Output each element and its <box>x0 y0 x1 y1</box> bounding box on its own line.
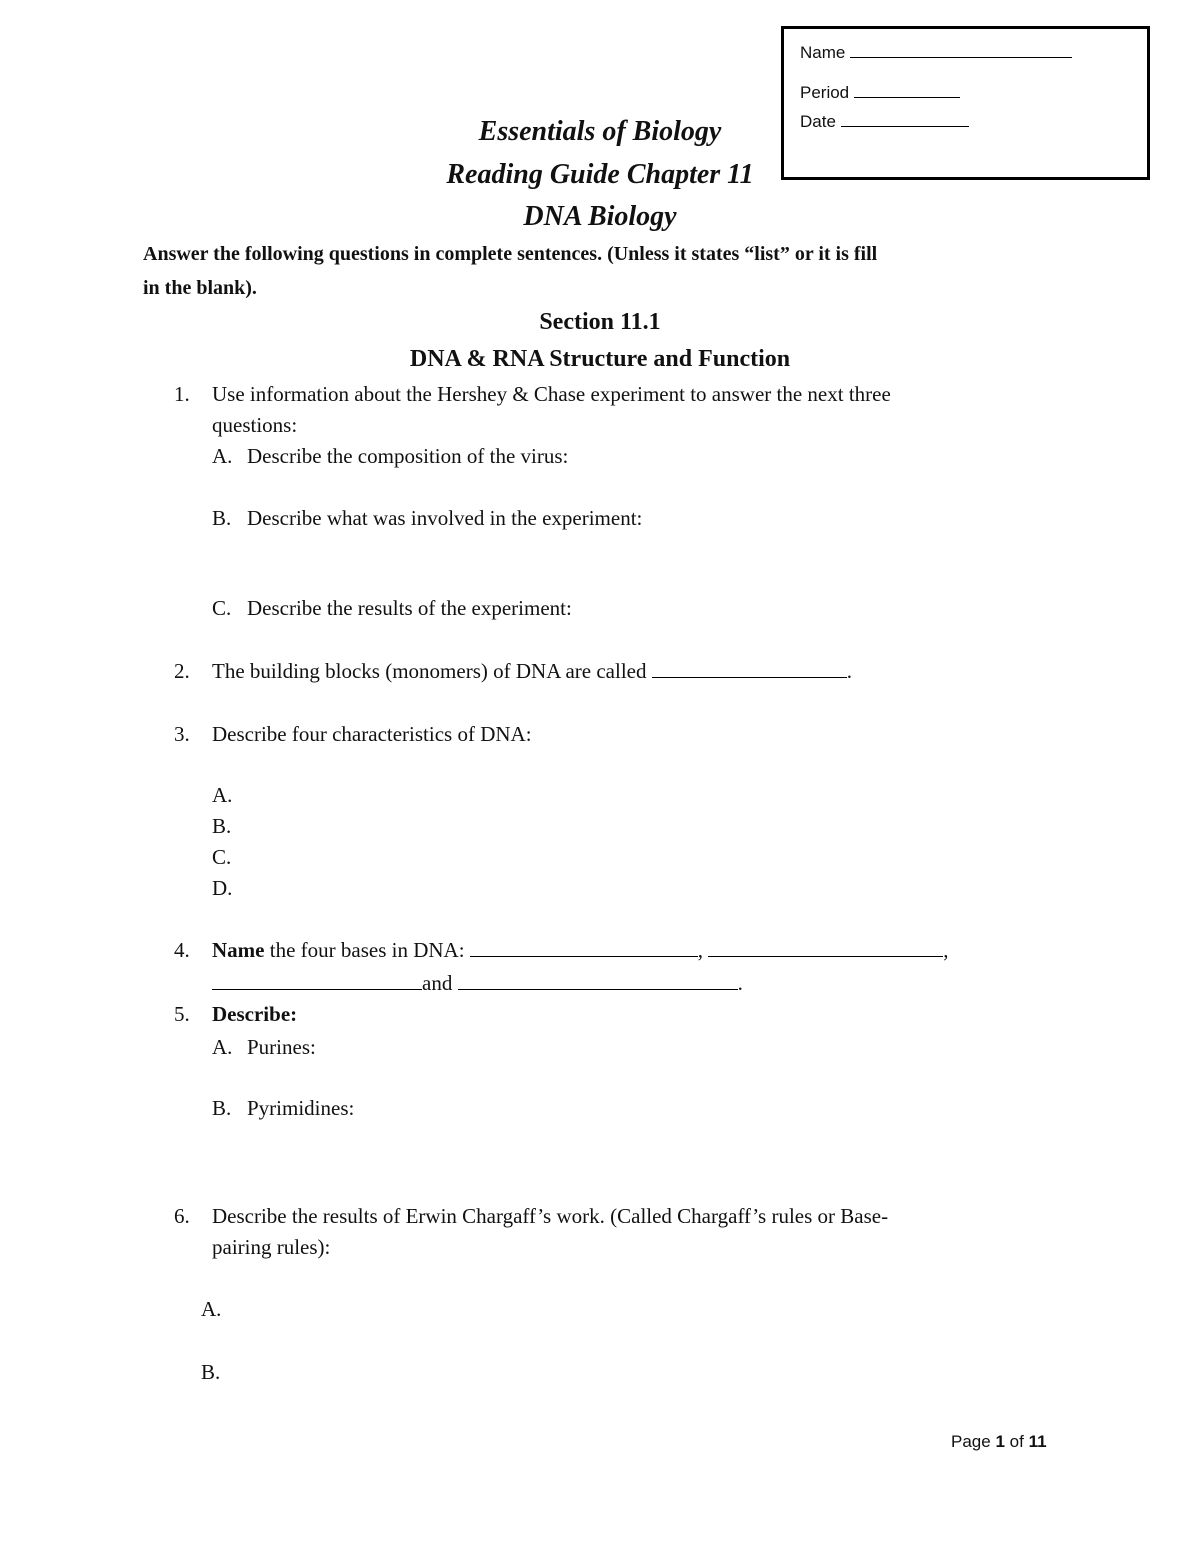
q2-line <box>212 659 852 684</box>
q4-line-2 <box>212 971 743 996</box>
q4-and: and <box>422 971 453 995</box>
period-blank[interactable] <box>854 79 960 98</box>
q2-answer-blank[interactable] <box>652 659 847 678</box>
instructions-line-2: in the blank). <box>143 277 257 299</box>
q1-text-line-1: Use information about the Hershey & Chase experiment to answer the next three <box>212 382 891 406</box>
page-word: Page <box>951 1432 991 1451</box>
q3-c-label: C. <box>212 845 232 869</box>
q1-a-label: A. <box>212 444 233 468</box>
name-label: Name <box>800 43 846 62</box>
q4-blank-2[interactable] <box>708 938 943 957</box>
name-field[interactable] <box>800 39 1072 63</box>
student-info-box <box>781 26 1150 180</box>
q6-text-line-1: Describe the results of Erwin Chargaff’s work. (Called Chargaff’s rules or Base- <box>212 1204 889 1228</box>
q6-a-label: A. <box>201 1297 222 1321</box>
title-line-3: DNA Biology <box>523 201 677 232</box>
q1-b-text: Describe what was involved in the experiment: <box>247 506 643 530</box>
q5-bold-keyword: Describe: <box>212 1002 298 1026</box>
q4-blank-4[interactable] <box>458 971 738 990</box>
period-label: Period <box>800 83 850 102</box>
q3-b-label: B. <box>212 814 232 838</box>
q4-line-1 <box>212 938 949 963</box>
q3-d-label: D. <box>212 876 233 900</box>
q4-blank-1[interactable] <box>470 938 698 957</box>
period-field[interactable] <box>800 79 960 103</box>
date-label: Date <box>800 112 836 131</box>
q3-text: Describe four characteristics of DNA: <box>212 722 532 746</box>
q1-b-label: B. <box>212 506 232 530</box>
name-blank[interactable] <box>850 39 1072 58</box>
q2-text: The building blocks (monomers) of DNA are called <box>212 659 647 683</box>
q4-text: the four bases in DNA: <box>264 938 470 962</box>
page-of: of <box>1009 1432 1024 1451</box>
q6-number: 6. <box>174 1204 190 1228</box>
instructions-line-1: Answer the following questions in complete sentences. (Unless it states “list” or it is fill <box>143 243 878 265</box>
page-current: 1 <box>995 1432 1005 1451</box>
q6-text-line-2: pairing rules): <box>212 1235 331 1259</box>
q4-period: . <box>737 971 743 995</box>
q4-bold-keyword: Name <box>212 938 265 962</box>
q6-b-label: B. <box>201 1360 221 1384</box>
q5-a-label: A. <box>212 1035 233 1059</box>
q4-comma-1: , <box>697 938 704 962</box>
section-number: Section 11.1 <box>539 309 661 335</box>
q1-c-label: C. <box>212 596 232 620</box>
q1-a-text: Describe the composition of the virus: <box>247 444 569 468</box>
q3-number: 3. <box>174 722 190 746</box>
q5-a-text: Purines: <box>247 1035 316 1059</box>
page-total: 11 <box>1028 1432 1047 1451</box>
page-number <box>951 1432 1047 1452</box>
q2-number: 2. <box>174 659 190 683</box>
title-line-1: Essentials of Biology <box>478 116 722 147</box>
title-line-2: Reading Guide Chapter 11 <box>446 159 754 190</box>
q1-text-line-2: questions: <box>212 413 298 437</box>
q5-b-text: Pyrimidines: <box>247 1096 355 1120</box>
q4-blank-3[interactable] <box>212 971 422 990</box>
section-title: DNA & RNA Structure and Function <box>409 346 791 372</box>
q4-number: 4. <box>174 938 190 962</box>
q2-period: . <box>846 659 852 683</box>
q1-c-text: Describe the results of the experiment: <box>247 596 572 620</box>
q5-b-label: B. <box>212 1096 232 1120</box>
q4-comma-2: , <box>943 938 949 962</box>
q1-number: 1. <box>174 382 190 406</box>
q3-a-label: A. <box>212 783 233 807</box>
q5-number: 5. <box>174 1002 190 1026</box>
